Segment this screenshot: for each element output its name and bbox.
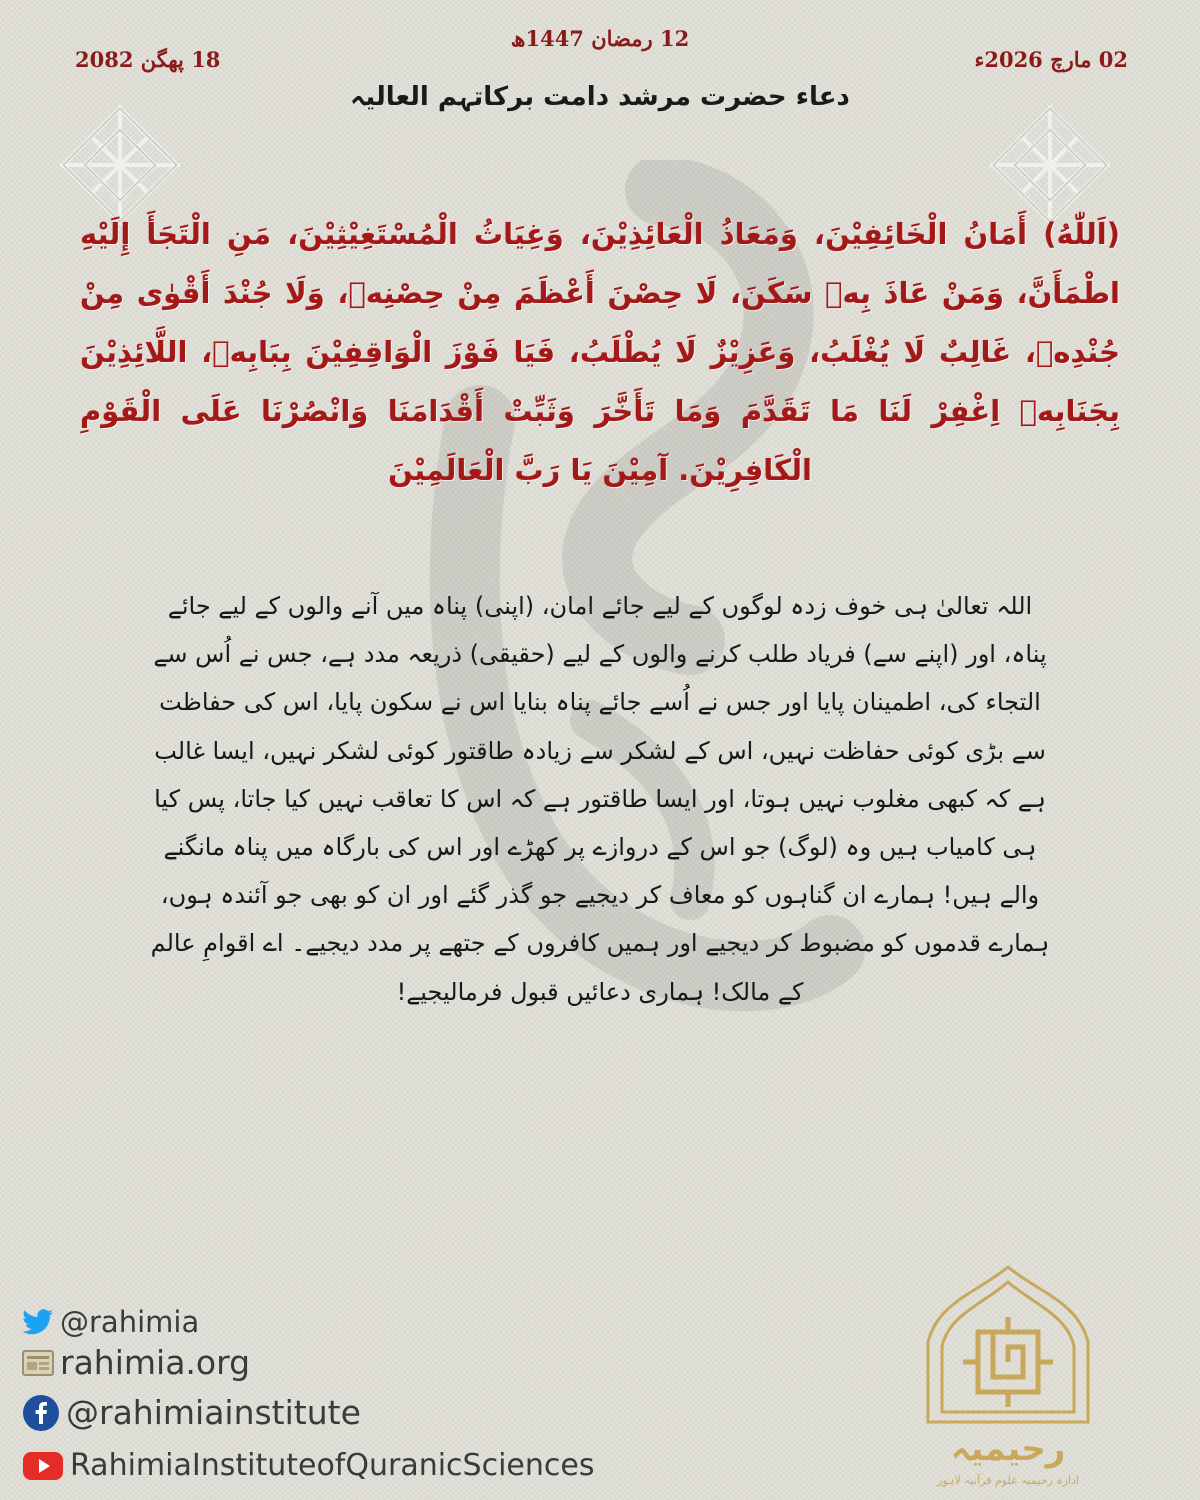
website-icon <box>22 1350 54 1376</box>
hijri-date: 12 رمضان 1447ھ <box>510 26 690 51</box>
facebook-icon <box>22 1394 60 1432</box>
logo-tagline: ادارہ رحیمیہ علوم قرآنیہ لاہور <box>937 1474 1079 1487</box>
logo-name: رحیمیہ <box>950 1429 1066 1469</box>
urdu-translation-text: اللہ تعالیٰ ہی خوف زدہ لوگوں کے لیے جائے امان، (اپنی) پناہ میں آنے والوں کے لیے جائے پناہ، اور (اپنے سے) فریاد طلب کرنے والوں کے لیے (حقیقی) ذریعہ مدد ہے، جس نے اُس سے التجاء کی، اطمینان پایا اور جس نے اُسے جائے پناہ بنایا اس نے سکون پایا، اس کی حفاظت سے بڑی کوئی حفاظت نہیں، اس کے لشکر سے زیادہ طاقتور کوئی لشکر نہیں، ایسا غالب ہے کہ کبھی مغلوب نہیں ہوتا، اور ایسا طاقتور ہے کہ اس کا تعاقب نہیں کیا جاتا، پس کیا ہی کامیاب ہیں وہ (لوگ) جو اس کے دروازے پر کھڑے اور اس کی بارگاہ میں پناہ مانگنے والے ہیں! ہمارے ان گناہوں کو معاف کر دیجیے جو گذر گئے اور ان کو بھی جو آئندہ ہوں، ہمارے قدموں کو مضبوط کر دیجیے اور ہمیں کافروں کے جتھے پر مدد دیجیے۔ اے اقوامِ عالم کے مالک! ہماری دعائیں قبول فرمالیجیے! <box>150 592 1050 1006</box>
website-url: rahimia.org <box>60 1343 251 1382</box>
youtube-icon <box>22 1451 64 1481</box>
bikrami-date: 18 پھگن 2082 <box>75 47 221 72</box>
twitter-bird-icon <box>22 1309 54 1336</box>
twitter-link[interactable] <box>22 1305 199 1339</box>
website-link[interactable] <box>22 1343 250 1382</box>
facebook-link[interactable] <box>22 1393 361 1432</box>
facebook-handle: @rahimiainstitute <box>66 1393 361 1432</box>
rahimia-logo-emblem <box>908 1262 1108 1492</box>
page-title: دعاء حضرت مرشد دامت برکاتہم العالیہ <box>350 82 850 112</box>
arabic-dua-text: (اَللّٰهُ) أَمَانُ الْخَائِفِيْنَ، وَمَعَاذُ الْعَائِذِيْنَ، وَغِيَاثُ الْمُسْتَغِيْثِيْنَ، مَنِ الْتَجَأَ إِلَيْهِ اطْمَأَنَّ، وَمَنْ عَاذَ بِهٖ سَكَنَ، لَا حِصْنَ أَعْظَمَ مِنْ حِصْنِهٖ، وَلَا جُنْدَ أَقْوٰى مِنْ جُنْدِهٖ، غَالِبٌ لَا يُغْلَبُ، وَعَزِيْزٌ لَا يُطْلَبُ، فَيَا فَوْزَ الْوَاقِفِيْنَ بِبَابِهٖ، اللَّائِذِيْنَ بِجَنَابِهٖ اِغْفِرْ لَنَا مَا تَقَدَّمَ وَمَا تَأَخَّرَ وَثَبِّتْ أَقْدَامَنَا وَانْصُرْنَا عَلَى الْقَوْمِ الْكَافِرِيْنَ. آمِيْنَ يَا رَبَّ الْعَالَمِيْنَ <box>80 217 1120 487</box>
gregorian-date: 02 مارچ 2026ء <box>974 47 1128 72</box>
youtube-channel: RahimiaInstituteofQuranicSciences <box>70 1448 595 1483</box>
twitter-handle: @rahimia <box>60 1305 200 1339</box>
youtube-link[interactable] <box>22 1448 594 1483</box>
